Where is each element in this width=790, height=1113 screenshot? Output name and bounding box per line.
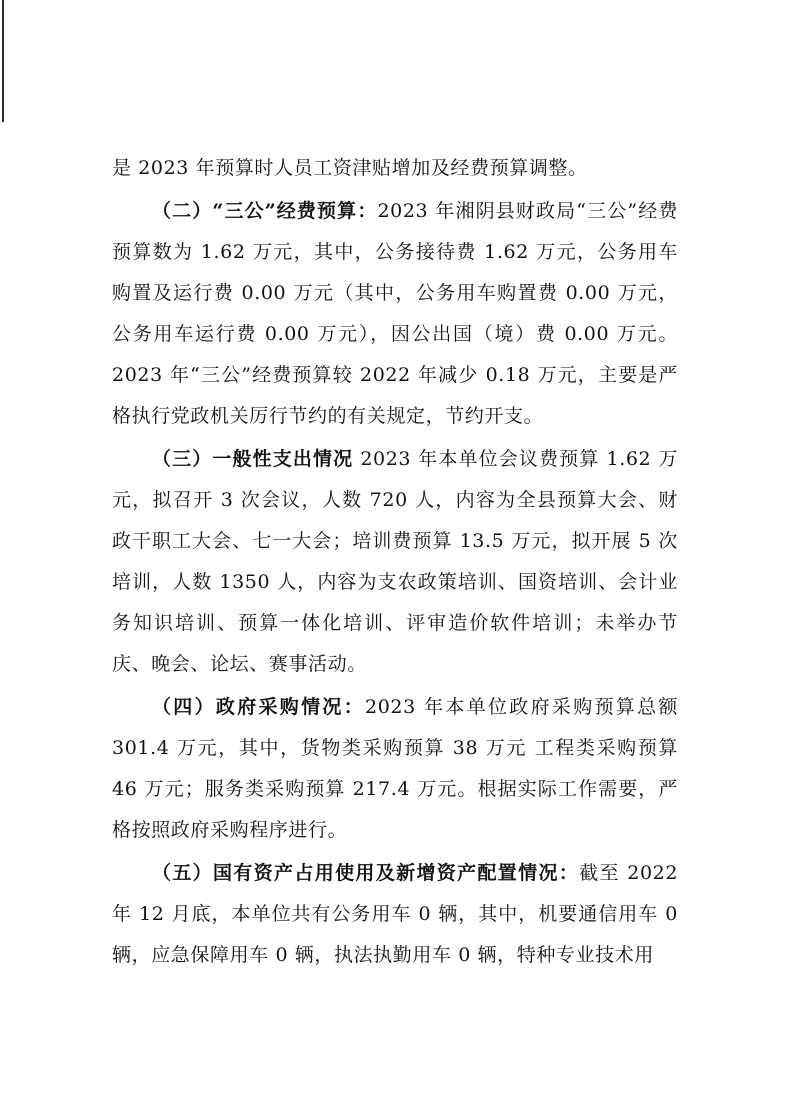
paragraph-heading: （四）政府采购情况：: [152, 696, 365, 718]
paragraph-state-assets: [112, 853, 678, 976]
paragraph-heading: （五）国有资产占用使用及新增资产配置情况：: [152, 862, 580, 884]
paragraph-text: 2023 年本单位政府采购预算总额 301.4 万元，其中，货物类采购预算 38 万元 工程类采购预算 46 万元；服务类采购预算 217.4 万元。根据实际工作需要，严格按照政府采购程序进行。: [112, 696, 678, 841]
paragraph-heading: （三）一般性支出情况: [152, 448, 354, 470]
paragraph-heading: （二）“三公”经费预算：: [152, 200, 378, 222]
paragraph-government-procurement: [112, 687, 678, 851]
paragraph-text: 是 2023 年预算时人员工资津贴增加及经费预算调整。: [112, 157, 588, 179]
document-page: [112, 148, 678, 978]
paragraph-general-expenditure: [112, 439, 678, 685]
scan-edge-line: [2, 0, 4, 122]
paragraph-three-public-budget: [112, 191, 678, 437]
paragraph-text: 2023 年本单位会议费预算 1.62 万元，拟召开 3 次会议，人数 720 人，内容为全县预算大会、财政干职工大会、七一大会；培训费预算 13.5 万元，拟开展 5 次培训，人数 1350 人，内容为支农政策培训、国资培训、会计业务知识培训、预算一体化培训、评审造价软件培训；未举办节庆、晚会、论坛、赛事活动。: [112, 448, 678, 675]
paragraph-continuation: [112, 148, 678, 189]
paragraph-text: 2023 年湘阴县财政局“三公”经费预算数为 1.62 万元，其中，公务接待费 1.62 万元，公务用车购置及运行费 0.00 万元（其中，公务用车购置费 0.00 万元，公务用车运行费 0.00 万元），因公出国（境）费 0.00 万元。2023 年“三公”经费预算较 2022 年减少 0.18 万元，主要是严格执行党政机关厉行节约的有关规定，节约开支。: [112, 200, 678, 427]
paragraph-text: 截至 2022 年 12 月底，本单位共有公务用车 0 辆，其中，机要通信用车 0 辆，应急保障用车 0 辆，执法执勤用车 0 辆，特种专业技术用: [112, 862, 679, 966]
